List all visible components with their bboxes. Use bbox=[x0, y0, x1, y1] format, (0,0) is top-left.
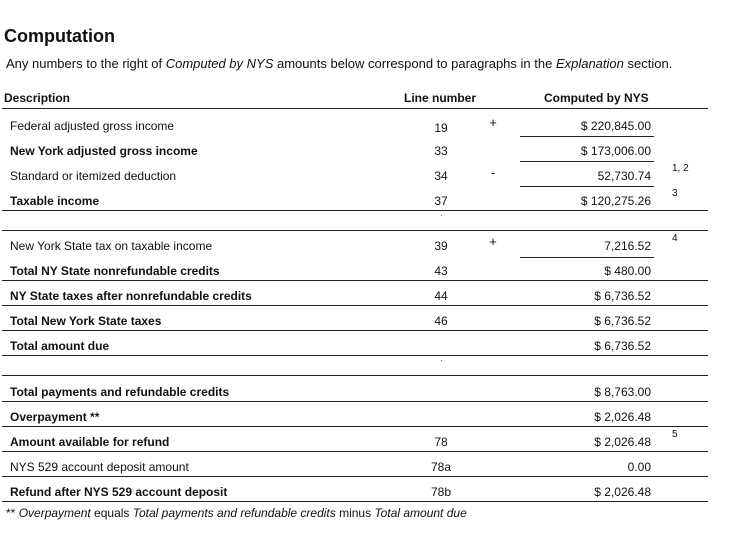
row-operator: + bbox=[489, 234, 497, 249]
row-rule bbox=[2, 330, 708, 331]
header-rule bbox=[2, 108, 708, 109]
row-amount: $ 173,006.00 bbox=[580, 144, 651, 158]
explanation-ref: 4 bbox=[672, 233, 678, 244]
footnote: ** Overpayment equals Total payments and refundable credits minus Total amount due bbox=[6, 506, 467, 520]
row-line-number: 19 bbox=[434, 121, 448, 135]
row-label: New York adjusted gross income bbox=[10, 144, 198, 158]
row-amount: 0.00 bbox=[627, 460, 651, 474]
row-rule bbox=[2, 451, 708, 452]
row-label: NY State taxes after nonrefundable credits bbox=[10, 289, 252, 303]
page-title: Computation bbox=[4, 26, 115, 46]
row-label: Standard or itemized deduction bbox=[10, 169, 177, 183]
row-rule bbox=[2, 476, 708, 477]
header-description: Description bbox=[4, 91, 71, 105]
row-label: Federal adjusted gross income bbox=[10, 119, 175, 133]
row-label: Taxable income bbox=[10, 194, 100, 208]
row-label: New York State tax on taxable income bbox=[10, 239, 213, 253]
row-line-number: 46 bbox=[434, 314, 448, 328]
row-rule bbox=[2, 426, 708, 427]
row-line-number: 43 bbox=[434, 264, 448, 278]
row-label: Refund after NYS 529 account deposit bbox=[10, 485, 228, 499]
row-rule bbox=[2, 230, 708, 231]
row-operator: - bbox=[490, 165, 496, 180]
header-computed: Computed by NYS bbox=[544, 91, 649, 105]
row-rule bbox=[2, 305, 708, 306]
row-amount: $ 120,275.26 bbox=[580, 194, 651, 208]
row-rule bbox=[2, 375, 708, 376]
amount-underline bbox=[520, 257, 654, 258]
explanation-ref: 1, 2 bbox=[672, 163, 689, 174]
row-rule bbox=[2, 355, 708, 356]
row-line-number: 78a bbox=[430, 460, 452, 474]
row-amount: $ 6,736.52 bbox=[594, 314, 651, 328]
row-line-number: 39 bbox=[434, 239, 448, 253]
row-line-number: 37 bbox=[434, 194, 448, 208]
amount-underline bbox=[520, 136, 654, 137]
row-amount: $ 8,763.00 bbox=[594, 385, 651, 399]
amount-underline bbox=[520, 186, 654, 187]
row-amount: $ 6,736.52 bbox=[594, 289, 651, 303]
row-amount: $ 2,026.48 bbox=[594, 435, 651, 449]
row-amount: 52,730.74 bbox=[597, 169, 651, 183]
row-rule bbox=[2, 210, 708, 211]
amount-underline bbox=[520, 161, 654, 162]
intro-text: Any numbers to the right of Computed by NYS amounts below correspond to paragraphs in the Explanation section. bbox=[6, 56, 673, 71]
row-label: Total NY State nonrefundable credits bbox=[10, 264, 220, 278]
row-label: Total amount due bbox=[10, 339, 110, 353]
row-line-number: 33 bbox=[434, 144, 448, 158]
row-label: Total New York State taxes bbox=[10, 314, 162, 328]
row-line-number: 78b bbox=[430, 485, 452, 499]
row-label: Overpayment ** bbox=[10, 410, 100, 424]
row-amount: 7,216.52 bbox=[604, 239, 651, 253]
header-line-number: Line number bbox=[404, 91, 477, 105]
explanation-ref: 3 bbox=[672, 188, 678, 199]
row-amount: $ 6,736.52 bbox=[594, 339, 651, 353]
row-label: NYS 529 account deposit amount bbox=[10, 460, 189, 474]
row-amount: $ 2,026.48 bbox=[594, 485, 651, 499]
bottom-rule bbox=[2, 501, 708, 502]
row-amount: $ 480.00 bbox=[604, 264, 651, 278]
row-operator: + bbox=[489, 115, 497, 130]
row-line-number: 34 bbox=[434, 169, 448, 183]
tick-mark: · bbox=[440, 210, 443, 220]
row-label: Total payments and refundable credits bbox=[10, 385, 230, 399]
row-line-number: 44 bbox=[434, 289, 448, 303]
row-amount: $ 2,026.48 bbox=[594, 410, 651, 424]
explanation-ref: 5 bbox=[672, 429, 678, 440]
row-line-number: 78 bbox=[434, 435, 448, 449]
row-rule bbox=[2, 401, 708, 402]
row-rule bbox=[2, 280, 708, 281]
row-label: Amount available for refund bbox=[10, 435, 170, 449]
row-amount: $ 220,845.00 bbox=[580, 119, 651, 133]
tick-mark: · bbox=[440, 355, 443, 365]
